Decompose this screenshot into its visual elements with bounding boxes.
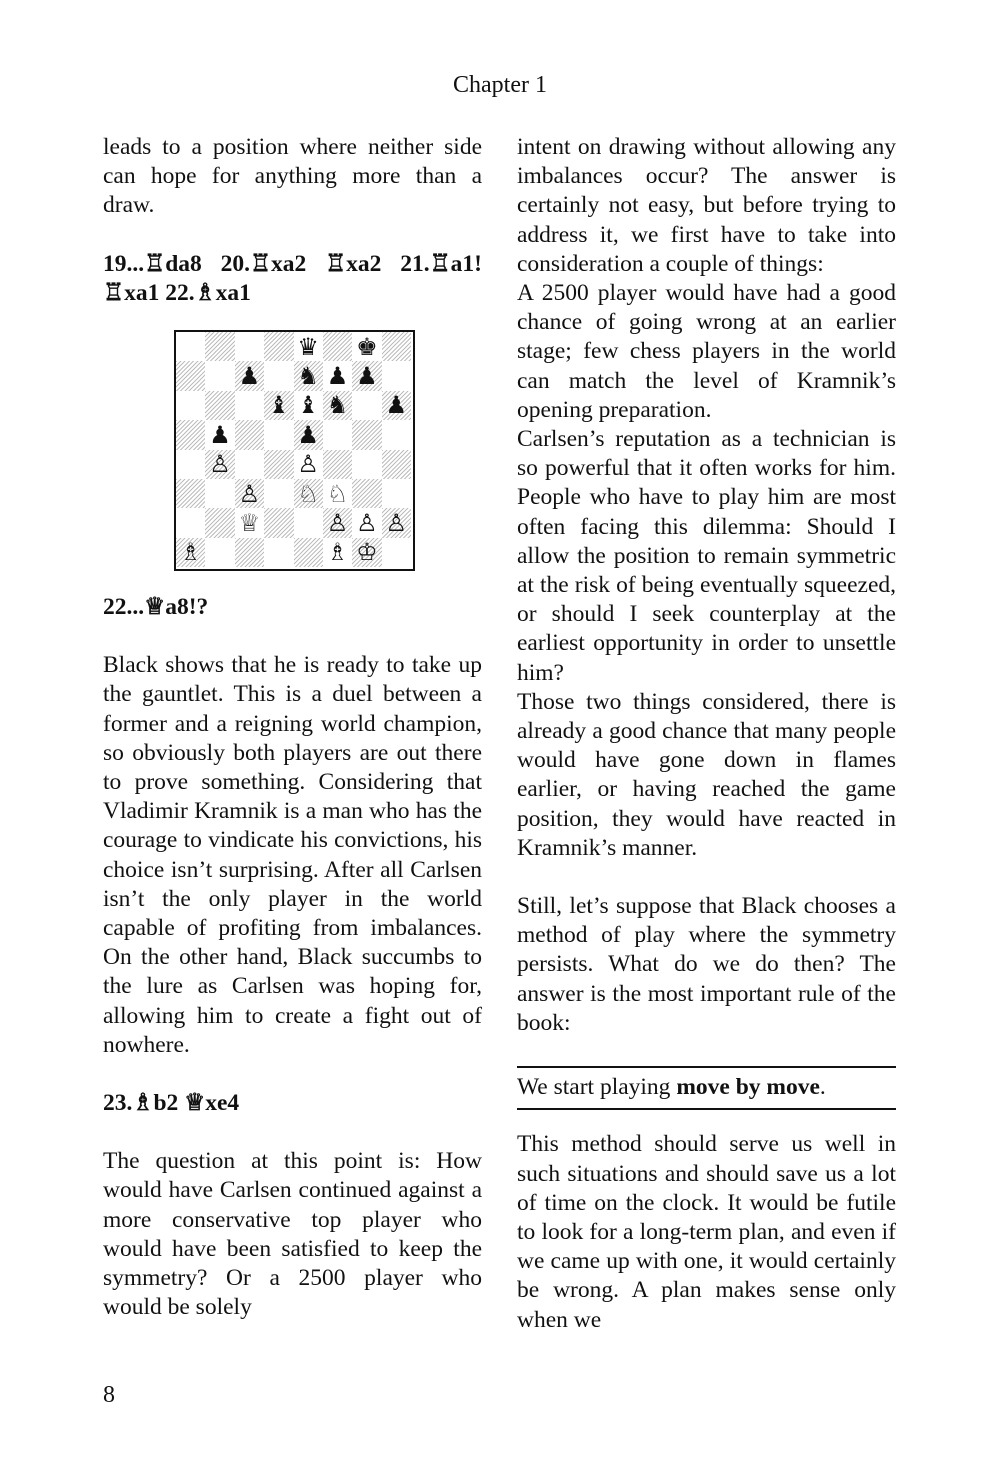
- board-square: [352, 538, 381, 567]
- board-square: [205, 479, 234, 508]
- chess-piece-icon: ♘: [326, 479, 349, 508]
- chess-piece-icon: ♙: [356, 508, 378, 537]
- chess-piece-icon: ♙: [297, 450, 319, 479]
- board-square: [176, 538, 205, 567]
- board-square: [352, 332, 381, 361]
- key-rule-box: [517, 1068, 896, 1108]
- board-square: [382, 479, 411, 508]
- page-number: 8: [103, 1382, 115, 1408]
- board-square: [382, 450, 411, 479]
- paragraph: Black shows that he is ready to take up the gauntlet. This is a duel between a former and a reigning world champion, so obviously both players are out there to prove something. Considering that Vladimir Kramnik is a man who has the courage to vindicate his convictions, his choice isn’t surprising. After all Carlsen isn’t the only player in the world capable of profiting from imbalances. On the other hand, Black succumbs to the lure as Carlsen was hoping for, allowing him to create a fight out of nowhere.: [103, 652, 482, 1058]
- board-square: [294, 538, 323, 567]
- board-square: [294, 450, 323, 479]
- rule-text-bold: move by move: [676, 1074, 820, 1101]
- board-square: [205, 508, 234, 537]
- chess-board: [176, 332, 411, 567]
- paragraph: Still, let’s suppose that Black chooses a method of play where the symmetry persists. What do we do then? The answer is the most important rule of the book:: [517, 893, 896, 1036]
- board-square: [323, 479, 352, 508]
- paragraph: The question at this point is: How would have Carlsen continued against a more conservative top player who would have been satisfied to keep the symmetry? Or a 2500 player who would be solely: [103, 1148, 482, 1321]
- board-square: [323, 332, 352, 361]
- chess-piece-icon: ♗: [326, 538, 349, 567]
- board-square: [235, 450, 264, 479]
- board-square: [264, 361, 293, 390]
- board-square: [382, 391, 411, 420]
- board-square: [235, 332, 264, 361]
- board-square: [294, 332, 323, 361]
- chess-piece-icon: ♟: [385, 391, 408, 420]
- rule-text-pre: We start playing: [517, 1074, 677, 1101]
- board-square: [323, 450, 352, 479]
- board-square: [264, 332, 293, 361]
- board-square: [352, 508, 381, 537]
- chapter-header: Chapter 1: [453, 72, 547, 98]
- board-square: [294, 508, 323, 537]
- move-notation: 23.♗b2 ♕xe4: [103, 1090, 240, 1117]
- board-square: [323, 420, 352, 449]
- board-square: [294, 391, 323, 420]
- board-square: [382, 538, 411, 567]
- move-notation: 22...♕a8!?: [103, 594, 209, 621]
- board-square: [176, 332, 205, 361]
- board-square: [176, 450, 205, 479]
- move-notation: 19...♖da8 20.♖xa2 ♖xa2 21.♖a1! ♖xa1 22.♗xa1: [103, 250, 482, 306]
- board-square: [382, 420, 411, 449]
- chess-piece-icon: ♚: [356, 332, 378, 361]
- board-square: [294, 361, 323, 390]
- board-square: [352, 391, 381, 420]
- paragraph: A 2500 player would have had a good chance of going wrong at an earlier stage; few chess players in the world can match the level of Kramnik’s opening preparation.: [517, 280, 896, 423]
- paragraph: Carlsen’s reputation as a technician is so powerful that it often works for him. People who have to play him are most often facing this dilemma: Should I allow the position to remain symmetric at the risk of being eventually squeezed, or should I seek counterplay at the earliest opportunity in order to unsettle him?: [517, 426, 896, 686]
- board-square: [235, 508, 264, 537]
- chess-piece-icon: ♕: [238, 508, 261, 537]
- chess-piece-icon: ♞: [326, 391, 349, 420]
- board-square: [323, 508, 352, 537]
- chess-piece-icon: ♙: [385, 508, 408, 537]
- board-square: [382, 361, 411, 390]
- chess-piece-icon: ♞: [297, 362, 319, 391]
- chess-diagram: [174, 330, 415, 571]
- board-square: [264, 538, 293, 567]
- board-square: [264, 420, 293, 449]
- paragraph: Those two things considered, there is already a good chance that many people would have gone down in flames earlier, or having reached the game position, they would have reacted in Kramnik’s manner.: [517, 688, 896, 861]
- board-square: [264, 391, 293, 420]
- chess-piece-icon: ♔: [356, 538, 378, 567]
- board-square: [264, 479, 293, 508]
- board-square: [176, 391, 205, 420]
- board-square: [323, 538, 352, 567]
- board-square: [205, 538, 234, 567]
- right-column: [517, 133, 896, 1335]
- board-square: [294, 479, 323, 508]
- board-square: [176, 361, 205, 390]
- board-square: [235, 361, 264, 390]
- chess-piece-icon: ♝: [268, 391, 290, 420]
- board-square: [352, 479, 381, 508]
- paragraph: intent on drawing without allowing any imbalances occur? The answer is certainly not easy, but before trying to address it, we first have to take into consideration a couple of things:: [517, 134, 896, 277]
- board-square: [235, 420, 264, 449]
- paragraph: leads to a position where neither side can hope for anything more than a draw.: [103, 134, 482, 219]
- board-square: [205, 420, 234, 449]
- paragraph: This method should serve us well in such situations and should save us a lot of time on the clock. It would be futile to look for a long-term plan, and even if we came up with one, it would certainly be wrong. A plan makes sense only when we: [517, 1131, 896, 1333]
- board-square: [176, 479, 205, 508]
- chess-piece-icon: ♟: [209, 420, 231, 449]
- board-square: [264, 508, 293, 537]
- left-column: [103, 133, 482, 1322]
- board-square: [264, 450, 293, 479]
- chess-piece-icon: ♟: [297, 420, 319, 449]
- board-square: [323, 391, 352, 420]
- chess-piece-icon: ♙: [238, 479, 261, 508]
- board-square: [176, 508, 205, 537]
- board-square: [176, 420, 205, 449]
- board-square: [205, 332, 234, 361]
- board-square: [235, 538, 264, 567]
- chess-piece-icon: ♙: [326, 508, 349, 537]
- board-square: [294, 420, 323, 449]
- chess-piece-icon: ♟: [326, 362, 349, 391]
- chess-piece-icon: ♘: [297, 479, 319, 508]
- board-square: [235, 391, 264, 420]
- chess-piece-icon: ♗: [179, 538, 202, 567]
- board-square: [205, 450, 234, 479]
- board-square: [205, 361, 234, 390]
- rule-text-post: .: [819, 1074, 826, 1101]
- chess-piece-icon: ♙: [209, 450, 231, 479]
- board-square: [352, 450, 381, 479]
- board-square: [352, 420, 381, 449]
- chess-piece-icon: ♛: [297, 332, 319, 361]
- chess-piece-icon: ♟: [356, 362, 378, 391]
- board-square: [382, 332, 411, 361]
- board-square: [382, 508, 411, 537]
- board-square: [205, 391, 234, 420]
- board-square: [235, 479, 264, 508]
- board-square: [352, 361, 381, 390]
- board-square: [323, 361, 352, 390]
- chess-piece-icon: ♝: [297, 391, 319, 420]
- chess-piece-icon: ♟: [238, 362, 261, 391]
